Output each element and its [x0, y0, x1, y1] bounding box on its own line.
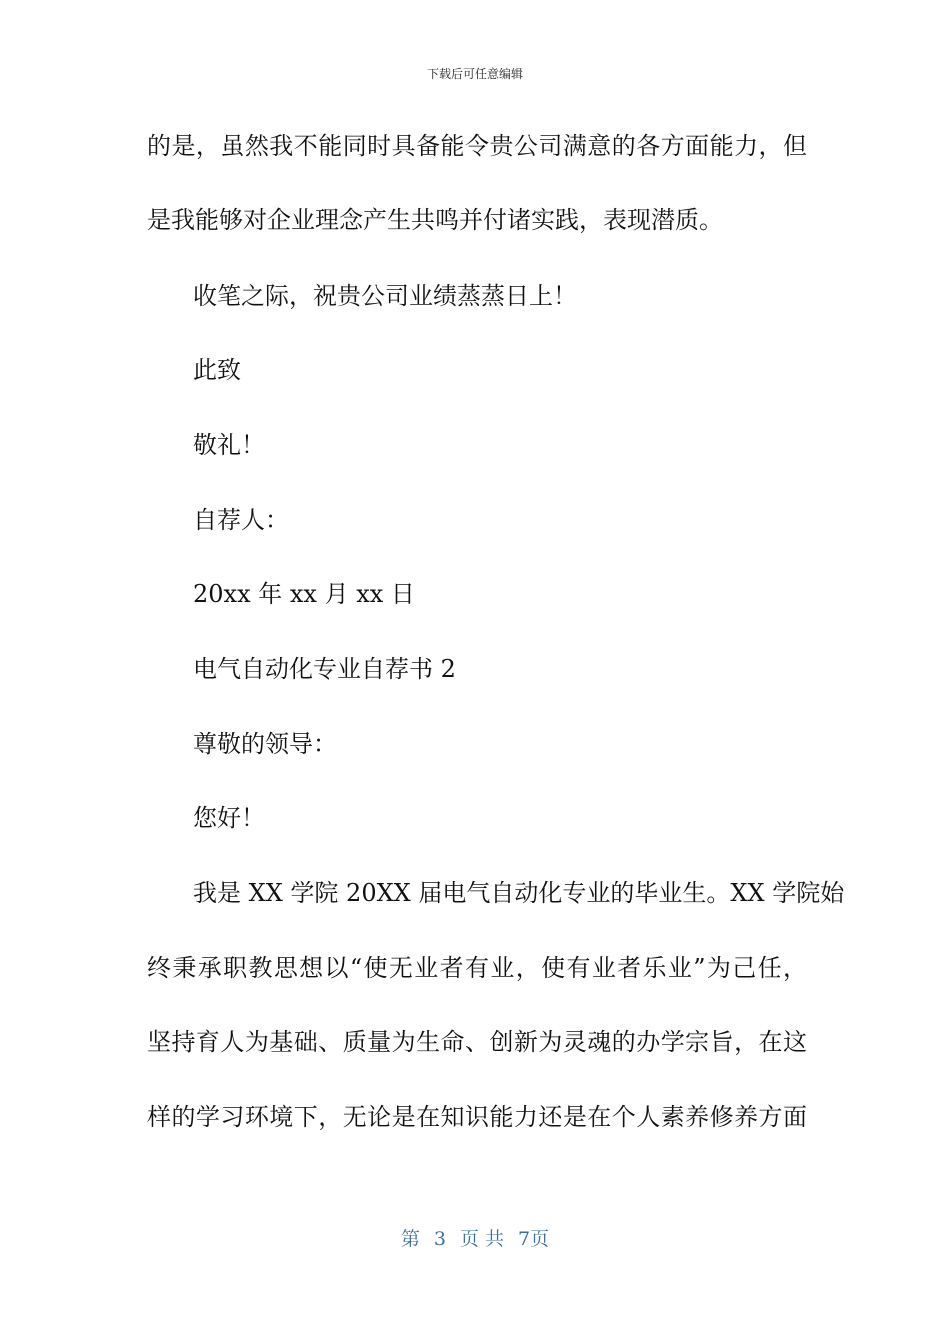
salutation-line: 敬礼！	[193, 431, 265, 459]
page-label-suffix: 页	[530, 1228, 550, 1250]
page-header: 下载后可任意编辑	[426, 67, 523, 81]
signature-label: 自荐人：	[193, 506, 289, 534]
page-label-middle: 页 共	[459, 1228, 505, 1250]
paragraph-line: 我是 XX 学院 20XX 届电气自动化专业的毕业生。XX 学院始	[193, 879, 845, 907]
paragraph-line: 终秉承职教思想以“使无业者有业，使有业者乐业”为己任，	[147, 954, 807, 982]
total-pages-number: 7	[518, 1228, 531, 1250]
page-footer	[0, 1226, 950, 1252]
page-label-prefix: 第	[400, 1228, 420, 1250]
paragraph-line: 坚持育人为基础、质量为生命、创新为灵魂的办学宗旨，在这	[147, 1028, 807, 1056]
date-line: 20xx 年 xx 月 xx 日	[193, 580, 415, 608]
greeting-line: 您好！	[193, 804, 265, 832]
current-page-number: 3	[433, 1228, 446, 1250]
section-title: 电气自动化专业自荐书 2	[193, 655, 456, 683]
closing-wish: 收笔之际，祝贵公司业绩蒸蒸日上！	[193, 282, 577, 310]
paragraph-line: 样的学习环境下，无论是在知识能力还是在个人素养修养方面	[147, 1103, 807, 1131]
greeting-line: 尊敬的领导：	[193, 730, 337, 758]
salutation-line: 此致	[193, 356, 241, 384]
paragraph-line: 是我能够对企业理念产生共鸣并付诸实践，表现潜质。	[147, 206, 723, 234]
paragraph-line: 的是，虽然我不能同时具备能令贵公司满意的各方面能力，但	[147, 132, 807, 160]
